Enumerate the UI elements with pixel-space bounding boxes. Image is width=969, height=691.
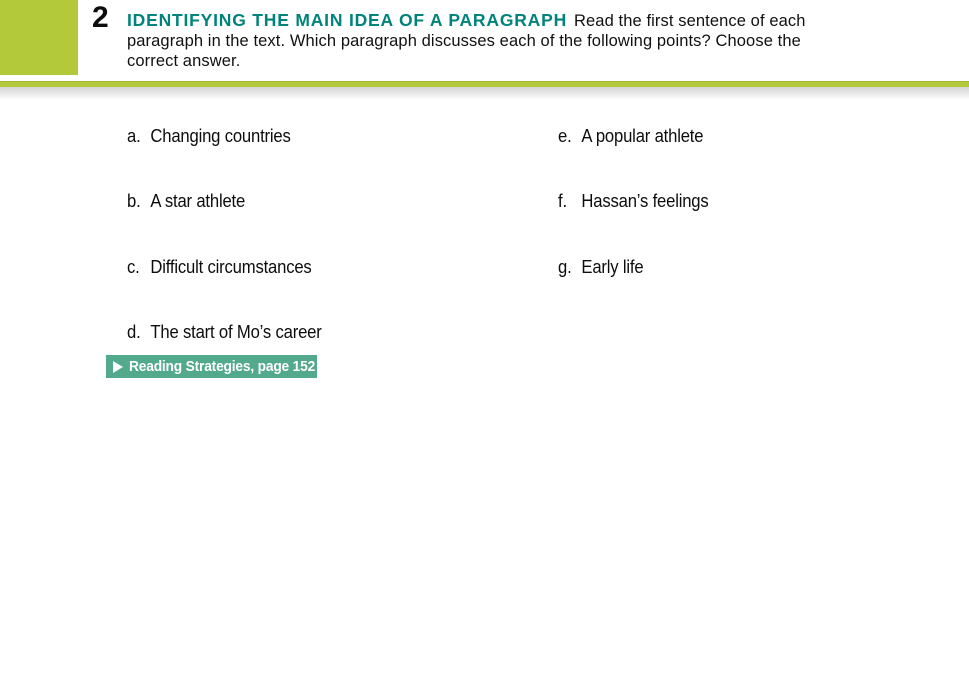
option-letter: e. — [558, 125, 572, 146]
play-triangle-icon — [113, 361, 123, 373]
option-item-f — [558, 191, 709, 210]
option-text: The start of Mo’s career — [150, 321, 322, 342]
option-text: Hassan’s feelings — [581, 190, 709, 211]
option-item-c — [127, 257, 312, 276]
option-letter: f. — [558, 190, 567, 211]
lime-accent-square — [0, 0, 78, 75]
reading-strategies-badge[interactable] — [106, 355, 317, 378]
option-text: Early life — [581, 256, 644, 277]
option-text: A star athlete — [150, 190, 246, 211]
option-letter: c. — [127, 256, 140, 277]
exercise-number: 2 — [92, 1, 109, 34]
instruction-line-3: correct answer. — [127, 52, 241, 70]
option-text: Changing countries — [150, 125, 291, 146]
exercise-title: IDENTIFYING THE MAIN IDEA OF A PARAGRAPH — [127, 10, 568, 30]
option-item-a — [127, 126, 291, 145]
instruction-line-1: Read the first sentence of each — [574, 12, 806, 30]
exercise-instructions — [127, 10, 927, 71]
instruction-line-2: paragraph in the text. Which paragraph discusses each of the following points? Choose the — [127, 32, 801, 50]
header-divider-shadow — [0, 87, 969, 100]
option-text: A popular athlete — [581, 125, 704, 146]
option-item-e — [558, 126, 703, 145]
option-item-b — [127, 191, 245, 210]
option-item-d — [127, 322, 322, 341]
option-letter: d. — [127, 321, 141, 342]
option-text: Difficult circumstances — [150, 256, 312, 277]
option-item-g — [558, 257, 643, 276]
reading-strategies-label: Reading Strategies, page 152 — [129, 358, 316, 375]
option-letter: a. — [127, 125, 141, 146]
option-letter: b. — [127, 190, 141, 211]
option-letter: g. — [558, 256, 572, 277]
